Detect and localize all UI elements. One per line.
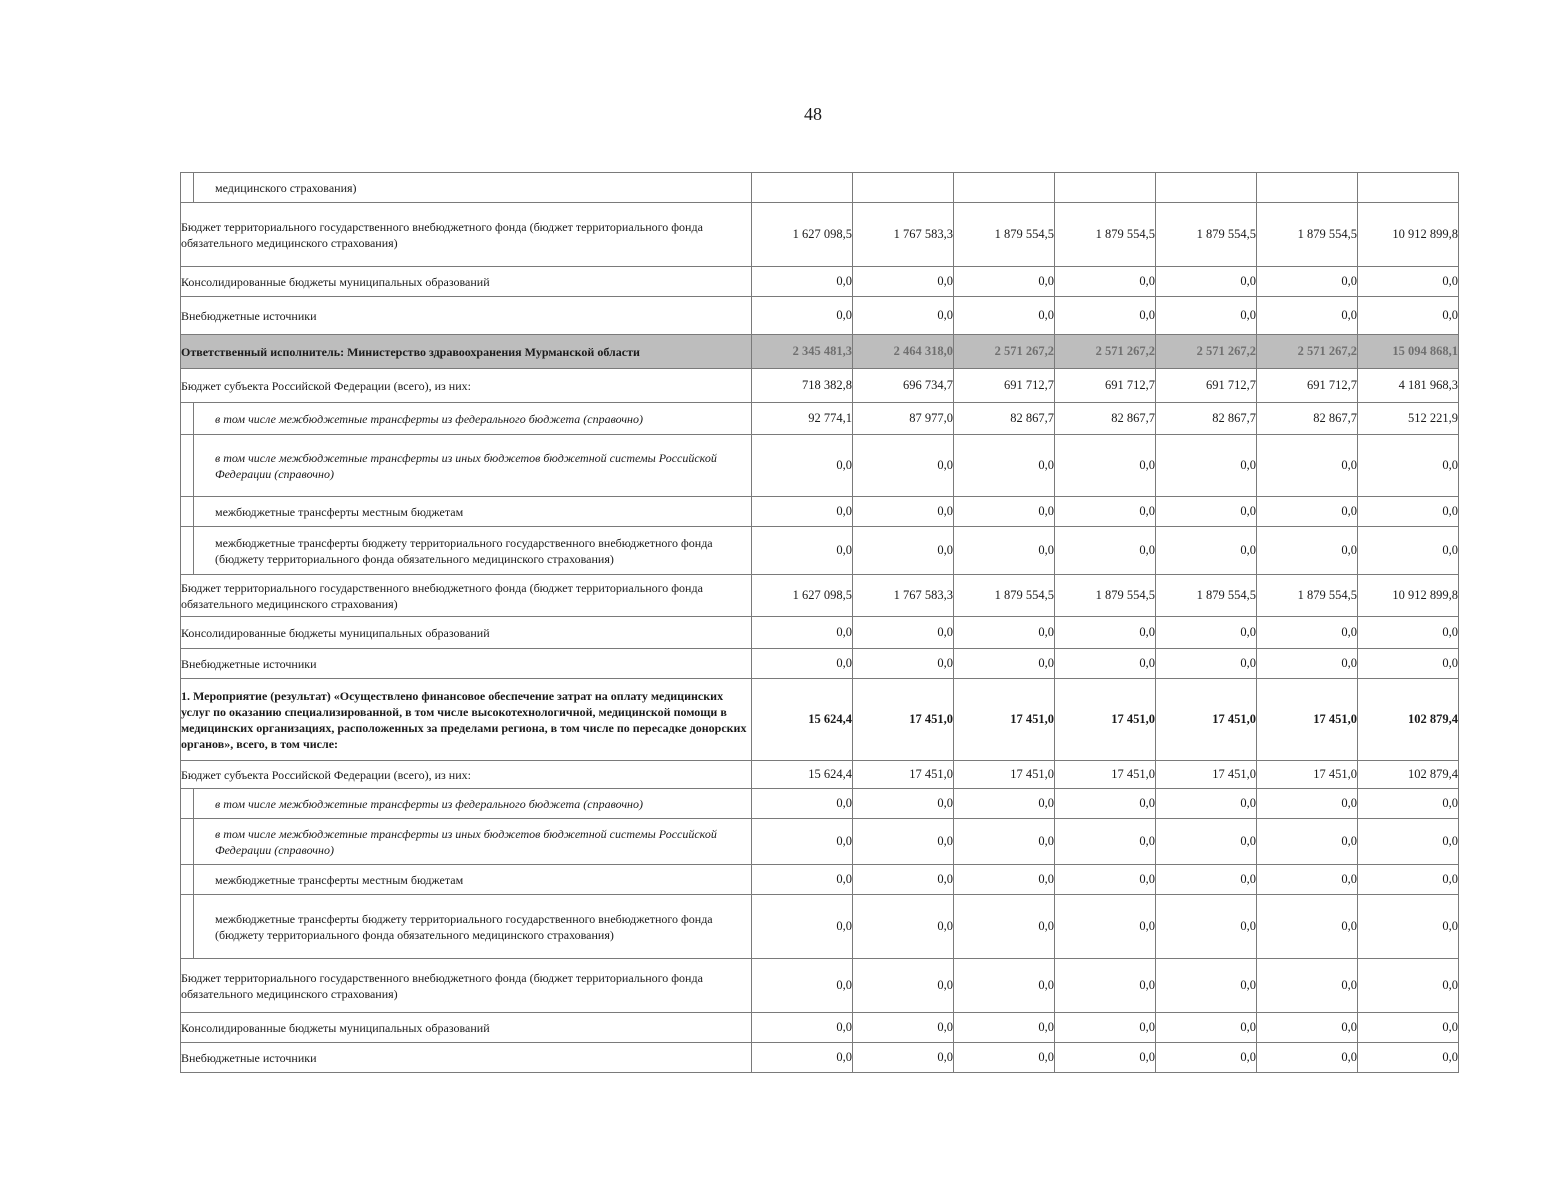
- year-value-cell: 0,0: [752, 297, 853, 335]
- total-cell: 10 912 899,8: [1358, 575, 1459, 617]
- total-cell: [1358, 173, 1459, 203]
- row-label: Бюджет территориального государственного внебюджетного фонда (бюджет территориального фонда обязательного медицинского страхования): [181, 575, 752, 617]
- year-value-cell: 1 879 554,5: [954, 203, 1055, 267]
- total-cell: 102 879,4: [1358, 679, 1459, 761]
- year-value-cell: 0,0: [1156, 497, 1257, 527]
- year-value-cell: 1 879 554,5: [954, 575, 1055, 617]
- table-row: [181, 335, 1459, 369]
- page-number: 48: [804, 104, 822, 124]
- year-value-cell: 0,0: [1257, 865, 1358, 895]
- table-row: [181, 403, 1459, 435]
- year-value-cell: 1 879 554,5: [1257, 575, 1358, 617]
- year-value-cell: 0,0: [1156, 617, 1257, 649]
- year-value-cell: 0,0: [752, 527, 853, 575]
- table-row: [181, 649, 1459, 679]
- year-value-cell: 0,0: [1257, 267, 1358, 297]
- year-value-cell: 0,0: [954, 617, 1055, 649]
- year-value-cell: 0,0: [1257, 895, 1358, 959]
- table-row: [181, 267, 1459, 297]
- year-value-cell: [752, 173, 853, 203]
- year-value-cell: 0,0: [1055, 649, 1156, 679]
- row-label: межбюджетные трансферты местным бюджетам: [181, 865, 752, 895]
- total-cell: 512 221,9: [1358, 403, 1459, 435]
- year-value-cell: 2 571 267,2: [1055, 335, 1156, 369]
- total-cell: 0,0: [1358, 267, 1459, 297]
- year-value-cell: 0,0: [752, 959, 853, 1013]
- year-value-cell: 0,0: [954, 819, 1055, 865]
- total-cell: 0,0: [1358, 297, 1459, 335]
- table-row: [181, 819, 1459, 865]
- table-row: [181, 527, 1459, 575]
- row-label: Бюджет субъекта Российской Федерации (всего), из них:: [181, 369, 752, 403]
- year-value-cell: 0,0: [752, 267, 853, 297]
- table-row: [181, 497, 1459, 527]
- year-value-cell: 0,0: [752, 617, 853, 649]
- year-value-cell: 15 624,4: [752, 761, 853, 789]
- year-value-cell: 0,0: [954, 959, 1055, 1013]
- year-value-cell: 0,0: [954, 435, 1055, 497]
- year-value-cell: [954, 173, 1055, 203]
- total-cell: 0,0: [1358, 497, 1459, 527]
- total-cell: 0,0: [1358, 617, 1459, 649]
- year-value-cell: 0,0: [853, 267, 954, 297]
- row-label: Бюджет территориального государственного внебюджетного фонда (бюджет территориального фонда обязательного медицинского страхования): [181, 959, 752, 1013]
- row-label: Ответственный исполнитель: Министерство здравоохранения Мурманской области: [181, 335, 752, 369]
- year-value-cell: 0,0: [954, 895, 1055, 959]
- row-label: межбюджетные трансферты бюджету территориального государственного внебюджетного фонда (бюджету территориального фонда обязательного медицинского страхования): [181, 527, 752, 575]
- year-value-cell: 0,0: [752, 497, 853, 527]
- year-value-cell: 0,0: [954, 649, 1055, 679]
- row-label: Бюджет субъекта Российской Федерации (всего), из них:: [181, 761, 752, 789]
- year-value-cell: [1156, 173, 1257, 203]
- year-value-cell: 0,0: [853, 649, 954, 679]
- year-value-cell: 0,0: [1055, 1043, 1156, 1073]
- year-value-cell: 691 712,7: [1156, 369, 1257, 403]
- row-label: Консолидированные бюджеты муниципальных образований: [181, 267, 752, 297]
- total-cell: 0,0: [1358, 527, 1459, 575]
- year-value-cell: 0,0: [853, 865, 954, 895]
- table-row: [181, 617, 1459, 649]
- year-value-cell: 1 879 554,5: [1055, 203, 1156, 267]
- year-value-cell: 0,0: [1055, 895, 1156, 959]
- year-value-cell: 0,0: [1055, 959, 1156, 1013]
- year-value-cell: 17 451,0: [853, 679, 954, 761]
- year-value-cell: 87 977,0: [853, 403, 954, 435]
- year-value-cell: 0,0: [1055, 435, 1156, 497]
- year-value-cell: 0,0: [954, 497, 1055, 527]
- budget-table: [180, 172, 1459, 1073]
- table-row: [181, 895, 1459, 959]
- total-cell: 0,0: [1358, 1043, 1459, 1073]
- year-value-cell: 0,0: [1156, 649, 1257, 679]
- year-value-cell: 82 867,7: [1055, 403, 1156, 435]
- year-value-cell: 0,0: [1156, 789, 1257, 819]
- year-value-cell: 17 451,0: [853, 761, 954, 789]
- table-row: [181, 959, 1459, 1013]
- total-cell: 0,0: [1358, 1013, 1459, 1043]
- year-value-cell: 0,0: [853, 497, 954, 527]
- row-label: Внебюджетные источники: [181, 649, 752, 679]
- year-value-cell: 82 867,7: [1156, 403, 1257, 435]
- year-value-cell: 0,0: [1156, 819, 1257, 865]
- year-value-cell: 0,0: [1257, 435, 1358, 497]
- year-value-cell: 0,0: [1257, 649, 1358, 679]
- year-value-cell: 0,0: [1156, 895, 1257, 959]
- year-value-cell: 696 734,7: [853, 369, 954, 403]
- table-row: [181, 865, 1459, 895]
- year-value-cell: 0,0: [1055, 789, 1156, 819]
- year-value-cell: 0,0: [1156, 865, 1257, 895]
- year-value-cell: 0,0: [1156, 435, 1257, 497]
- year-value-cell: 17 451,0: [1055, 761, 1156, 789]
- year-value-cell: 17 451,0: [1257, 761, 1358, 789]
- row-label: Консолидированные бюджеты муниципальных образований: [181, 617, 752, 649]
- year-value-cell: 0,0: [1055, 297, 1156, 335]
- year-value-cell: 0,0: [752, 649, 853, 679]
- year-value-cell: 0,0: [1257, 1043, 1358, 1073]
- year-value-cell: 0,0: [853, 789, 954, 819]
- total-cell: 102 879,4: [1358, 761, 1459, 789]
- year-value-cell: 1 627 098,5: [752, 575, 853, 617]
- year-value-cell: 0,0: [954, 527, 1055, 575]
- year-value-cell: 0,0: [853, 1043, 954, 1073]
- total-cell: 0,0: [1358, 819, 1459, 865]
- year-value-cell: [1055, 173, 1156, 203]
- year-value-cell: 2 345 481,3: [752, 335, 853, 369]
- row-label: в том числе межбюджетные трансферты из федерального бюджета (справочно): [181, 789, 752, 819]
- table-row: [181, 435, 1459, 497]
- row-label: 1. Мероприятие (результат) «Осуществлено финансовое обеспечение затрат на оплату медицинских услуг по оказанию специализированной, в том числе высокотехнологичной, медицинской помощи в медицинских организациях, расположенных за пределами региона, в том числе по пересадке донорских органов», всего, в том числе:: [181, 679, 752, 761]
- table-row: [181, 679, 1459, 761]
- year-value-cell: 0,0: [1055, 497, 1156, 527]
- year-value-cell: 1 767 583,3: [853, 575, 954, 617]
- year-value-cell: 691 712,7: [1055, 369, 1156, 403]
- year-value-cell: 0,0: [1257, 497, 1358, 527]
- table-row: [181, 203, 1459, 267]
- year-value-cell: 0,0: [1055, 865, 1156, 895]
- year-value-cell: 0,0: [853, 895, 954, 959]
- year-value-cell: 2 571 267,2: [954, 335, 1055, 369]
- year-value-cell: 0,0: [1257, 1013, 1358, 1043]
- year-value-cell: 0,0: [752, 865, 853, 895]
- year-value-cell: 0,0: [1156, 297, 1257, 335]
- year-value-cell: 15 624,4: [752, 679, 853, 761]
- year-value-cell: 0,0: [752, 819, 853, 865]
- year-value-cell: 0,0: [1257, 959, 1358, 1013]
- year-value-cell: 0,0: [1257, 819, 1358, 865]
- year-value-cell: 1 879 554,5: [1257, 203, 1358, 267]
- total-cell: 0,0: [1358, 865, 1459, 895]
- year-value-cell: 0,0: [1156, 267, 1257, 297]
- year-value-cell: 0,0: [853, 435, 954, 497]
- year-value-cell: 2 571 267,2: [1156, 335, 1257, 369]
- year-value-cell: 17 451,0: [1055, 679, 1156, 761]
- year-value-cell: 0,0: [1055, 267, 1156, 297]
- year-value-cell: 1 879 554,5: [1156, 575, 1257, 617]
- year-value-cell: 2 571 267,2: [1257, 335, 1358, 369]
- year-value-cell: 1 627 098,5: [752, 203, 853, 267]
- row-label: в том числе межбюджетные трансферты из иных бюджетов бюджетной системы Российской Федерации (справочно): [181, 819, 752, 865]
- year-value-cell: 0,0: [1257, 789, 1358, 819]
- year-value-cell: 2 464 318,0: [853, 335, 954, 369]
- year-value-cell: 0,0: [954, 267, 1055, 297]
- year-value-cell: 0,0: [752, 1013, 853, 1043]
- year-value-cell: 0,0: [853, 1013, 954, 1043]
- row-label: Консолидированные бюджеты муниципальных образований: [181, 1013, 752, 1043]
- total-cell: 4 181 968,3: [1358, 369, 1459, 403]
- year-value-cell: 691 712,7: [954, 369, 1055, 403]
- total-cell: 0,0: [1358, 435, 1459, 497]
- year-value-cell: 0,0: [853, 617, 954, 649]
- year-value-cell: 0,0: [1156, 959, 1257, 1013]
- total-cell: 10 912 899,8: [1358, 203, 1459, 267]
- row-label: Внебюджетные источники: [181, 297, 752, 335]
- year-value-cell: 0,0: [853, 297, 954, 335]
- year-value-cell: 0,0: [853, 819, 954, 865]
- year-value-cell: 0,0: [752, 895, 853, 959]
- year-value-cell: 0,0: [954, 1043, 1055, 1073]
- row-label: межбюджетные трансферты местным бюджетам: [181, 497, 752, 527]
- year-value-cell: [853, 173, 954, 203]
- year-value-cell: 0,0: [853, 959, 954, 1013]
- table-row: [181, 173, 1459, 203]
- year-value-cell: 0,0: [1257, 617, 1358, 649]
- year-value-cell: 0,0: [954, 865, 1055, 895]
- table-row: [181, 297, 1459, 335]
- year-value-cell: 1 879 554,5: [1156, 203, 1257, 267]
- row-label: медицинского страхования): [181, 173, 752, 203]
- year-value-cell: 0,0: [1257, 527, 1358, 575]
- table-row: [181, 789, 1459, 819]
- year-value-cell: 691 712,7: [1257, 369, 1358, 403]
- year-value-cell: 718 382,8: [752, 369, 853, 403]
- total-cell: 15 094 868,1: [1358, 335, 1459, 369]
- year-value-cell: 17 451,0: [1257, 679, 1358, 761]
- table-row: [181, 575, 1459, 617]
- table-row: [181, 369, 1459, 403]
- year-value-cell: 0,0: [1055, 617, 1156, 649]
- year-value-cell: 0,0: [1156, 1013, 1257, 1043]
- row-label: Внебюджетные источники: [181, 1043, 752, 1073]
- table-body: [181, 173, 1459, 1073]
- row-label: в том числе межбюджетные трансферты из федерального бюджета (справочно): [181, 403, 752, 435]
- year-value-cell: 1 879 554,5: [1055, 575, 1156, 617]
- year-value-cell: 0,0: [1055, 527, 1156, 575]
- year-value-cell: 17 451,0: [954, 679, 1055, 761]
- year-value-cell: 1 767 583,3: [853, 203, 954, 267]
- table-row: [181, 761, 1459, 789]
- year-value-cell: 0,0: [954, 1013, 1055, 1043]
- year-value-cell: 0,0: [1055, 819, 1156, 865]
- year-value-cell: 0,0: [752, 435, 853, 497]
- year-value-cell: 17 451,0: [1156, 761, 1257, 789]
- row-label: Бюджет территориального государственного внебюджетного фонда (бюджет территориального фонда обязательного медицинского страхования): [181, 203, 752, 267]
- total-cell: 0,0: [1358, 649, 1459, 679]
- table-row: [181, 1013, 1459, 1043]
- row-label: в том числе межбюджетные трансферты из иных бюджетов бюджетной системы Российской Федерации (справочно): [181, 435, 752, 497]
- year-value-cell: 0,0: [954, 789, 1055, 819]
- table-row: [181, 1043, 1459, 1073]
- total-cell: 0,0: [1358, 895, 1459, 959]
- year-value-cell: 0,0: [954, 297, 1055, 335]
- total-cell: 0,0: [1358, 789, 1459, 819]
- year-value-cell: 0,0: [1156, 527, 1257, 575]
- year-value-cell: 82 867,7: [1257, 403, 1358, 435]
- year-value-cell: 0,0: [1156, 1043, 1257, 1073]
- year-value-cell: 0,0: [752, 1043, 853, 1073]
- year-value-cell: [1257, 173, 1358, 203]
- year-value-cell: 0,0: [853, 527, 954, 575]
- year-value-cell: 0,0: [1257, 297, 1358, 335]
- year-value-cell: 0,0: [1055, 1013, 1156, 1043]
- year-value-cell: 92 774,1: [752, 403, 853, 435]
- year-value-cell: 82 867,7: [954, 403, 1055, 435]
- total-cell: 0,0: [1358, 959, 1459, 1013]
- year-value-cell: 17 451,0: [954, 761, 1055, 789]
- row-label: межбюджетные трансферты бюджету территориального государственного внебюджетного фонда (бюджету территориального фонда обязательного медицинского страхования): [181, 895, 752, 959]
- year-value-cell: 17 451,0: [1156, 679, 1257, 761]
- year-value-cell: 0,0: [752, 789, 853, 819]
